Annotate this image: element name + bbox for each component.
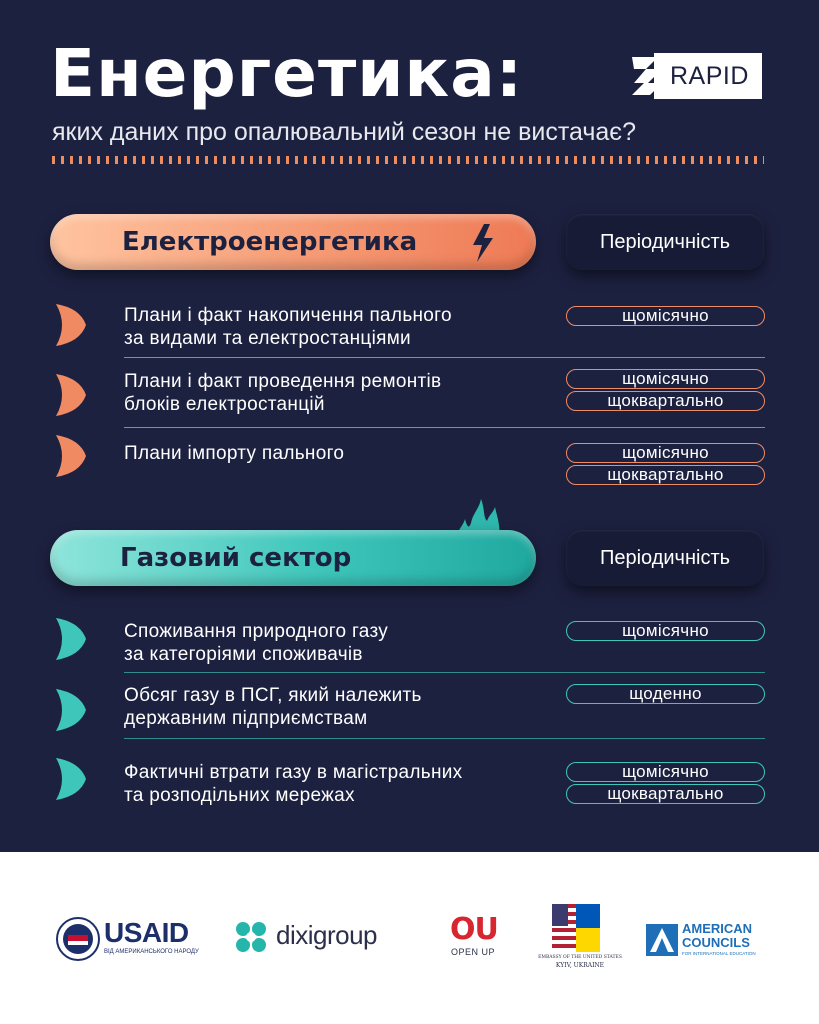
usaid-logo (56, 914, 206, 964)
periodicity-tag: щомісячно (566, 369, 765, 389)
row-divider (124, 427, 765, 428)
openup-wordmark: OPEN UP (451, 947, 496, 957)
orange-chevron-icon (54, 433, 88, 479)
embassy-line2: KYIV, UKRAINE (555, 962, 605, 969)
us-ukraine-flags-icon (552, 904, 600, 952)
american-councils-mark-icon (646, 924, 678, 956)
gas-section-pill (50, 530, 536, 586)
teal-chevron-icon (54, 756, 88, 802)
periodicity-tag: щоденно (566, 684, 765, 704)
dixigroup-logo (232, 916, 422, 956)
american-councils-logo (646, 922, 772, 958)
page-title: Енергетика: (50, 35, 524, 112)
usaid-tagline: ВІД АМЕРИКАНСЬКОГО НАРОДУ (104, 949, 199, 955)
row-divider (124, 738, 765, 739)
electricity-section-pill (50, 214, 536, 270)
gas-item-3: Фактичні втрати газу в магістральних та розподільних мережах (124, 762, 463, 806)
embassy-line1: EMBASSY OF THE UNITED STATES (538, 955, 622, 960)
periodicity-tag: щомісячно (566, 762, 765, 782)
gas-section-title: Газовий сектор (120, 543, 352, 573)
electricity-item-1: Плани і факт накопичення пального за видами та електростанціями (124, 305, 452, 349)
row-divider (124, 357, 765, 358)
gas-periodicity-header: Періодичність (566, 530, 764, 586)
dixigroup-mark-icon (232, 918, 270, 956)
lightning-bolt-icon (470, 224, 496, 262)
dixigroup-wordmark: dixigroup (276, 920, 378, 950)
periodicity-tag: щоквартально (566, 784, 765, 804)
periodicity-tag: щоквартально (566, 465, 765, 485)
gas-item-1: Споживання природного газу за категоріями споживачів (124, 621, 389, 665)
electricity-item-3: Плани імпорту пального (124, 443, 345, 464)
american-councils-line2: COUNCILS (682, 935, 750, 950)
usaid-wordmark: USAID (104, 917, 189, 948)
periodicity-tag: щомісячно (566, 621, 765, 641)
usaid-seal-icon (56, 917, 100, 961)
row-divider (124, 672, 765, 673)
periodicity-tag: щомісячно (566, 443, 765, 463)
orange-chevron-icon (54, 372, 88, 418)
periodicity-tag: щоквартально (566, 391, 765, 411)
electricity-item-2: Плани і факт проведення ремонтів блоків електростанцій (124, 371, 442, 415)
american-councils-line3: FOR INTERNATIONAL EDUCATION (682, 951, 756, 956)
american-councils-line1: AMERICAN (682, 921, 753, 936)
electricity-periodicity-header: Періодичність (566, 214, 764, 270)
gas-item-2: Обсяг газу в ПСГ, який належить державним підприємствам (124, 685, 422, 729)
embassy-logo (538, 904, 622, 970)
rapid-logo-text: RAPID (670, 62, 749, 90)
openup-mark: OU (450, 912, 498, 947)
page-subtitle: яких даних про опалювальний сезон не вистачає? (52, 118, 636, 146)
periodicity-tag: щомісячно (566, 306, 765, 326)
teal-chevron-icon (54, 616, 88, 662)
orange-chevron-icon (54, 302, 88, 348)
electricity-section-title: Електроенергетика (122, 227, 418, 257)
dotted-divider (52, 156, 764, 164)
openup-logo (450, 914, 510, 960)
teal-chevron-icon (54, 687, 88, 733)
rapid-logo (632, 53, 762, 99)
